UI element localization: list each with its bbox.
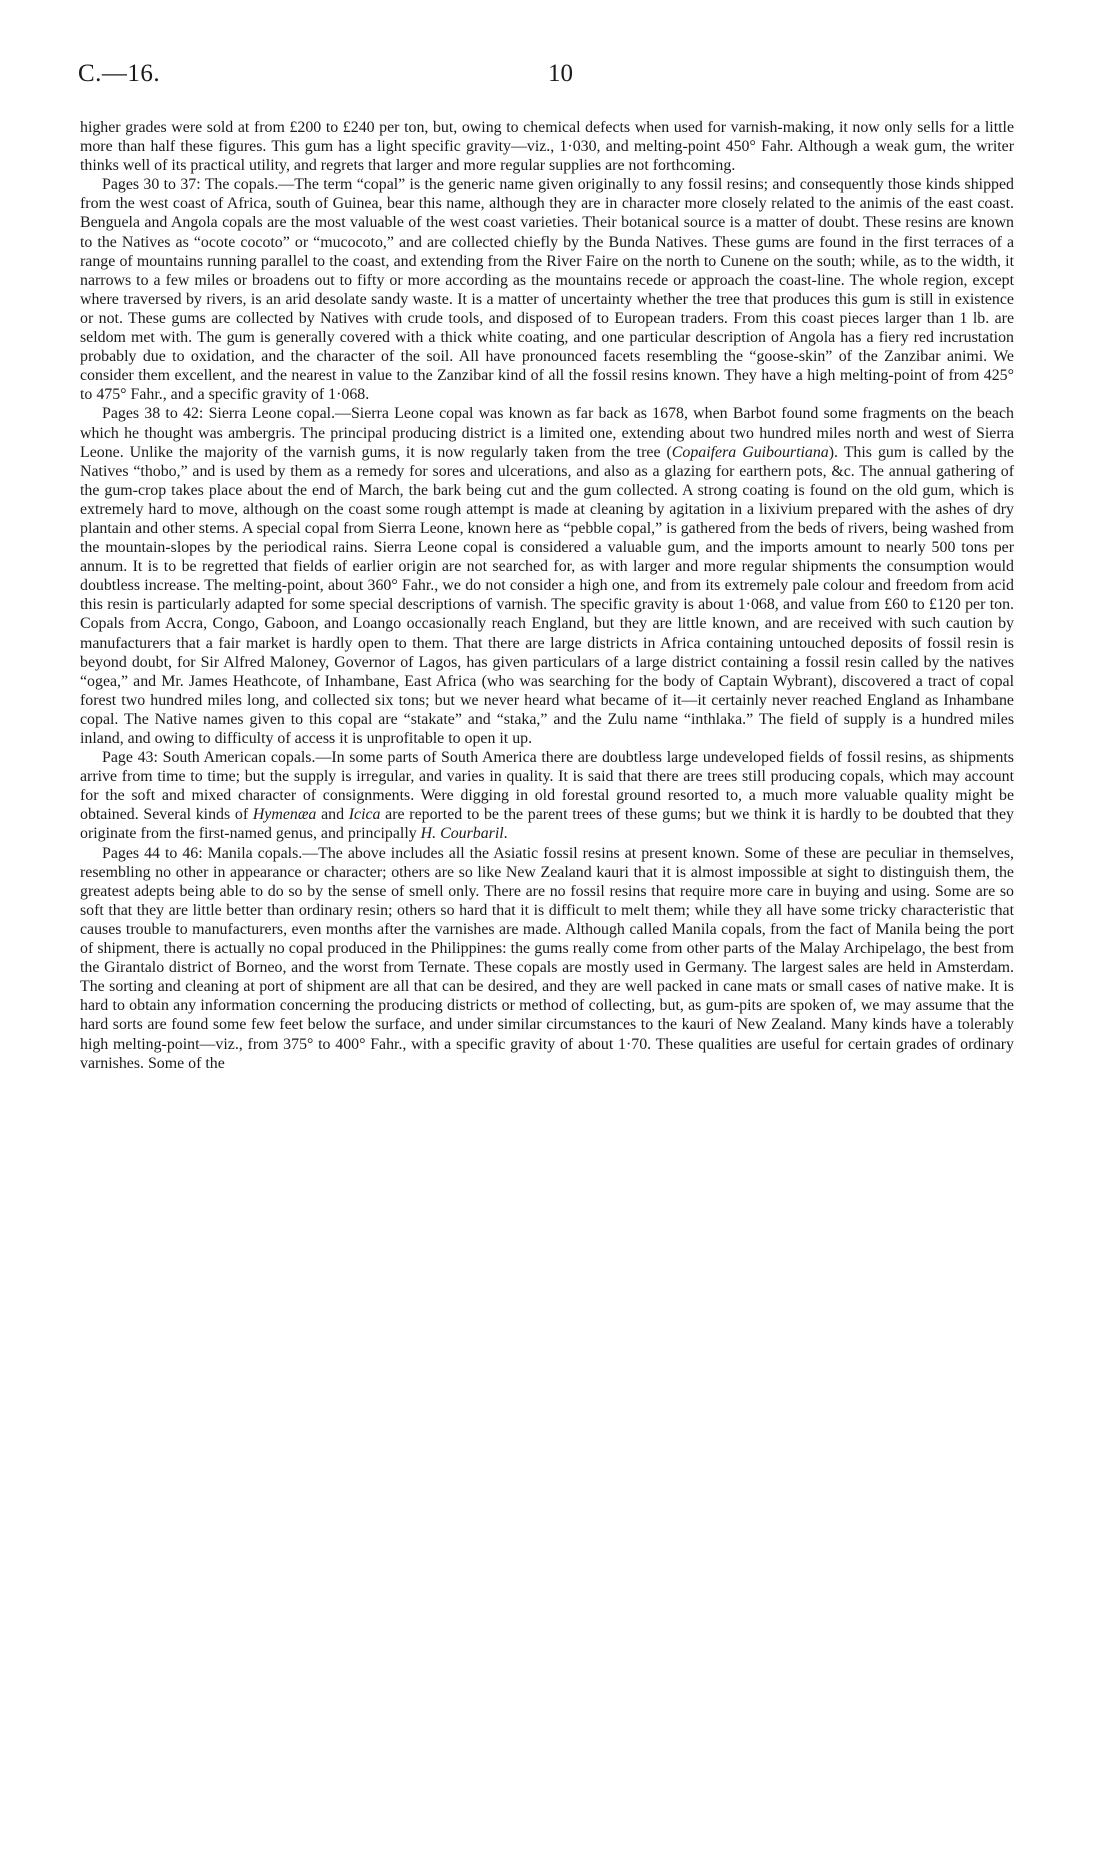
paragraph-5 — [80, 844, 1014, 1073]
document-identifier: C.—16. — [78, 60, 161, 87]
text-run: are reported to be the parent trees of these gums; but we think it is hardly to be doubted that they originate from the first-named genus, and principally — [80, 806, 1014, 843]
italic-text: H. Courbaril — [420, 825, 504, 843]
italic-text: Copaifera Guibourtiana — [671, 443, 829, 461]
page-header — [78, 60, 1022, 96]
text-run: ). This gum is called by the Natives “thobo,” and is used by them as a remedy for sores and ulcerations, and also as a glazing for earthern pots, &c. The annual gathering of the gum-crop takes place about the end of March, the bark being cut and the gum collected. A strong coating is found on the old gum, which is extremely hard to move, although on the coast some rough attempt is made at cleaning by agitation in a lixivium prepared with the ashes of dry plantain and other stems. A special copal from Sierra Leone, known here as “pebble copal,” is gathered from the beds of rivers, being washed from the mountain-slopes by the periodical rains. Sierra Leone copal is considered a valuable gum, and the imports amount to nearly 500 tons per annum. It is to be regretted that fields of earlier origin are not searched for, as with larger and more regular shipments the consumption would doubtless increase. The melting-point, about 360° Fahr., we do not consider a high one, and from its extremely pale colour and freedom from acid this resin is particularly adapted for some special descriptions of varnish. The specific gravity is about 1·068, and value from £60 to £120 per ton. Copals from Accra, Congo, Gaboon, and Loango occasionally reach England, but they are little known, and are received with such caution by manufacturers that a fair market is hardly open to them. That there are large districts in Africa containing untouched deposits of fossil resin is beyond doubt, for Sir Alfred Maloney, Governor of Lagos, has given particulars of a large district containing a fossil resin called by the natives “ogea,” and Mr. James Heathcote, of Inhambane, East Africa (who was searching for the body of Captain Wybrant), discovered a tract of copal forest two hundred miles long, and collected six tons; but we never heard what became of it—it certainly never reached England as Inhambane copal. The Native names given to this copal are “stakate” and “staka,” and the Zulu name “inthlaka.” The field of supply is a hundred miles inland, and owing to difficulty of access it is unprofitable to open it up. — [80, 443, 1014, 747]
text-run: and — [316, 806, 349, 824]
text-run: higher grades were sold at from £200 to £240 per ton, but, owing to chemical defects when used for varnish-making, it now only sells for a little more than half these figures. This gum has a light specific gravity—viz., 1·030, and melting-point 450° Fahr. Although a weak gum, the writer thinks well of its practical utility, and regrets that larger and more regular supplies are not forthcoming. — [80, 119, 1014, 175]
text-run: Page 43: South American copals.—In some parts of South America there are doubtless large undeveloped fields of fossil resins, as shipments arrive from time to time; but the supply is irregular, and varies in quality. It is said that there are trees still producing copals, which may account for the soft and mixed character of consignments. Were digging in old forestal ground resorted to, a much more valuable quality might be obtained. Several kinds of — [80, 749, 1014, 824]
paragraph-1 — [80, 118, 1014, 175]
page-number: 10 — [548, 60, 573, 87]
text-run: Pages 30 to 37: The copals.—The term “copal” is the generic name given originally to any fossil resins; and consequently those kinds shipped from the west coast of Africa, south of Guinea, bear this name, although they are in character more closely related to the animis of the east coast. Benguela and Angola copals are the most valuable of the west coast varieties. Their botanical source is a matter of doubt. These resins are known to the Natives as “ocote cocoto” or “mucocoto,” and are collected chiefly by the Bunda Natives. These gums are found in the first terraces of a range of mountains running parallel to the coast, and extending from the River Faire on the north to Cunene on the south; while, as to the width, it narrows to a few miles or broadens out to fifty or more according as the mountains recede or approach the coast-line. The whole region, except where traversed by rivers, is an arid desolate sandy waste. It is a matter of uncertainty whether the tree that produces this gum is still in existence or not. These gums are collected by Natives with crude tools, and disposed of to European traders. From this coast pieces larger than 1 lb. are seldom met with. The gum is generally covered with a thick white coating, and one particular description of Angola has a fiery red incrustation probably due to oxidation, and the character of the soil. All have pronounced facets resembling the “goose-skin” of the Zanzibar animi. We consider them excellent, and the nearest in value to the Zanzibar kind of all the fossil resins known. They have a high melting-point of from 425° to 475° Fahr., and a specific gravity of 1·068. — [80, 176, 1014, 404]
text-run: Pages 44 to 46: Manila copals.—The above includes all the Asiatic fossil resins at present known. Some of these are peculiar in themselves, resembling no other in appearance or character; others are so like New Zealand kauri that it is almost impossible at sight to distinguish them, the greatest adepts being able to do so by the sense of smell only. There are no fossil resins that require more care in buying and using. Some are so soft that they are little better than ordinary resin; others so hard that it is difficult to melt them; while they all have some tricky characteristic that causes trouble to manufacturers, even months after the varnishes are made. Although called Manila copals, from the fact of Manila being the port of shipment, there is actually no copal produced in the Philippines: the gums really come from other parts of the Malay Archipelago, the best from the Girantalo district of Borneo, and the worst from Ternate. These copals are mostly used in Germany. The largest sales are held in Amsterdam. The sorting and cleaning at port of shipment are all that can be desired, and they are well packed in cane mats or small cases of native make. It is hard to obtain any information concerning the producing districts or method of collecting, but, as gum-pits are spoken of, we may assume that the hard sorts are found some few feet below the surface, and under similar circumstances to the kauri of New Zealand. Many kinds have a tolerably high melting-point—viz., from 375° to 400° Fahr., with a specific gravity of about 1·70. These qualities are useful for certain grades of ordinary varnishes. Some of the — [80, 844, 1014, 1072]
italic-text: Icica — [348, 806, 381, 824]
body-text — [80, 118, 1014, 1073]
paragraph-3 — [80, 404, 1014, 748]
text-run: Pages 38 to 42: Sierra Leone copal.—Sierra Leone copal was known as far back as 1678, when Barbot found some fragments on the beach which he thought was ambergris. The principal producing district is a limited one, extending about two hundred miles north and west of Sierra Leone. Unlike the majority of the varnish gums, it is now regularly taken from the tree ( — [80, 405, 1014, 461]
text-run: . — [503, 825, 508, 843]
italic-text: Hymenæa — [252, 806, 317, 824]
paragraph-4 — [80, 748, 1014, 843]
paragraph-2 — [80, 175, 1014, 404]
